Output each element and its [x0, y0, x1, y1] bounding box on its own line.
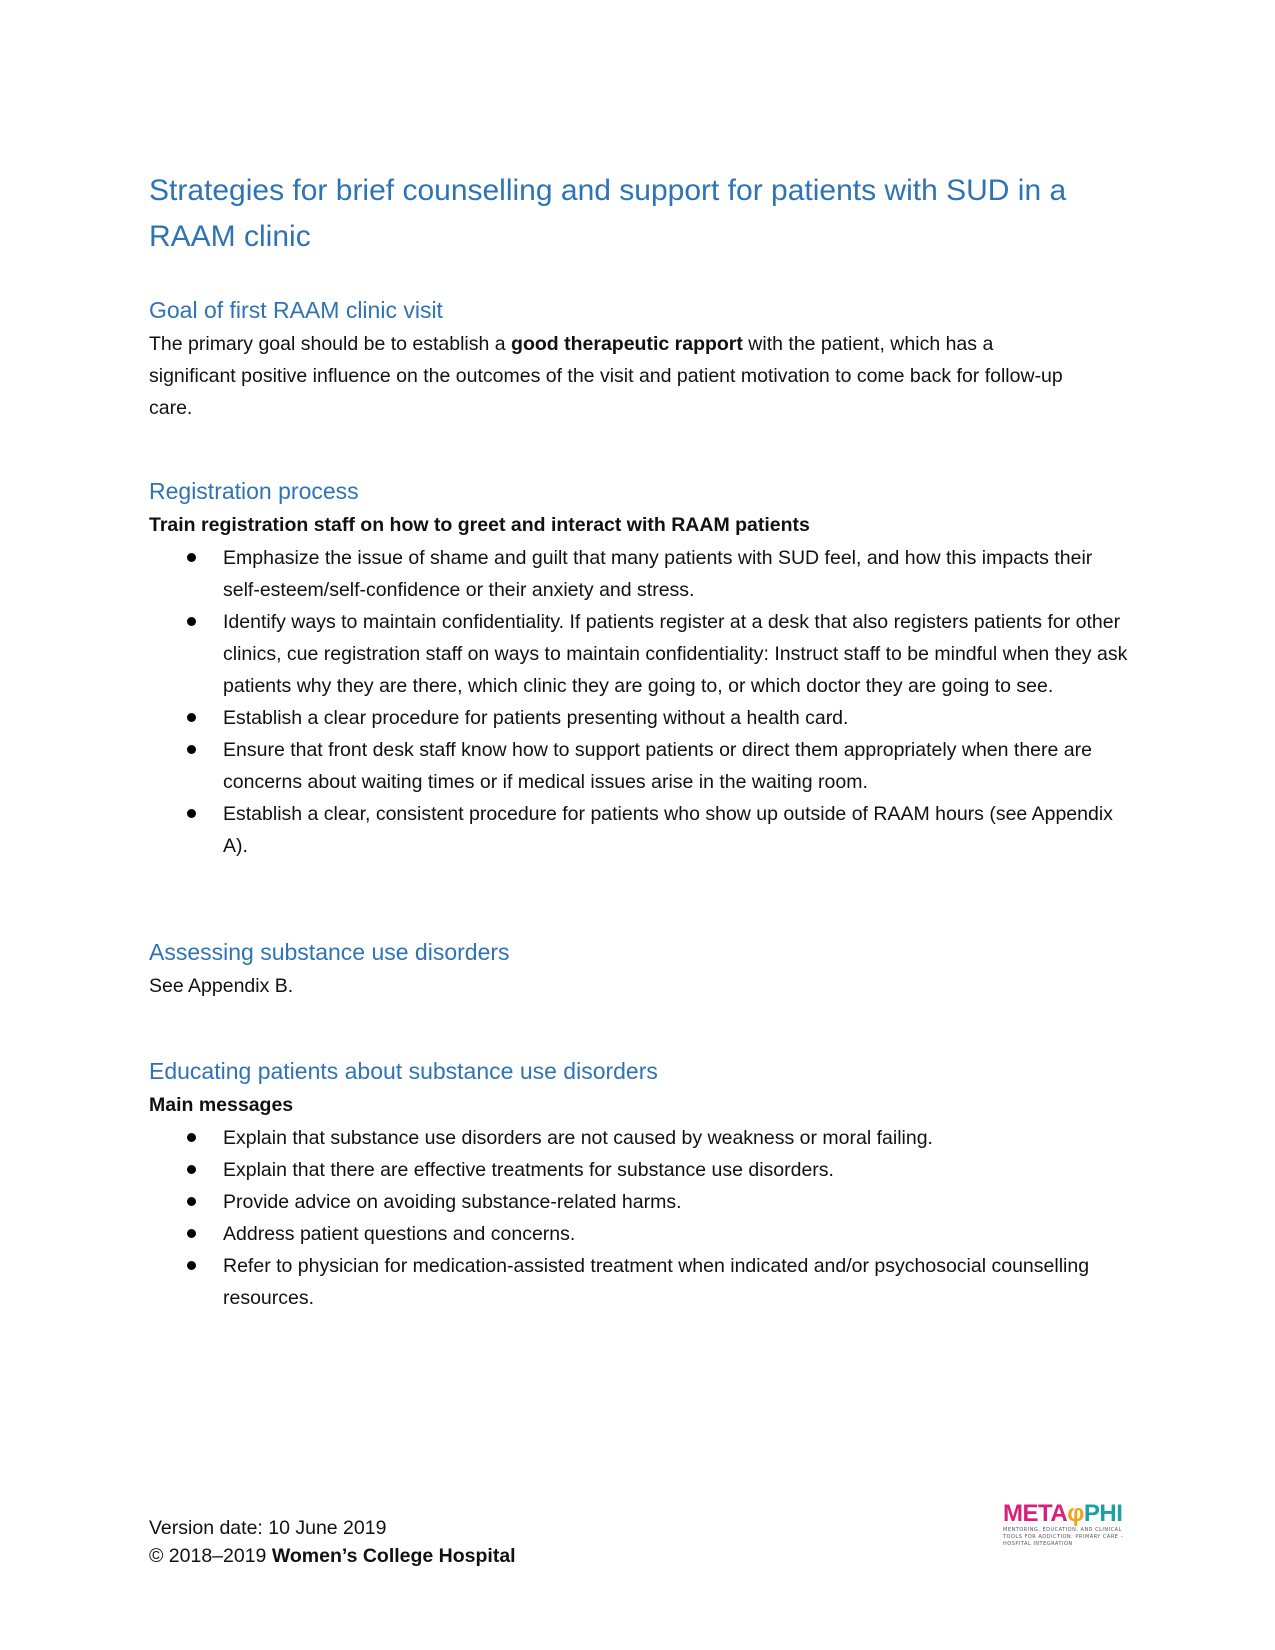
list-item: [149, 1154, 1129, 1186]
goal-text-before: The primary goal should be to establish a: [149, 333, 512, 355]
educating-bullet-list: [149, 1122, 1129, 1314]
list-item: [149, 702, 1129, 734]
metaphi-logo: [1003, 1501, 1127, 1549]
registration-subheading: Train registration staff on how to greet and interact with RAAM patients: [149, 514, 810, 536]
logo-word-meta: META: [1003, 1500, 1068, 1527]
logo-word-phi: PHI: [1083, 1500, 1123, 1527]
list-item-text: Ensure that front desk staff know how to support patients or direct them appropriately when there are concerns about waiting times or if medical issues arise in the waiting room.: [223, 739, 1092, 793]
list-item: [149, 606, 1129, 702]
goal-text-bold: good therapeutic rapport: [511, 333, 743, 355]
list-item-text: Explain that substance use disorders are not caused by weakness or moral failing.: [223, 1127, 933, 1149]
bullet-icon: [187, 1133, 196, 1142]
bullet-icon: [187, 1261, 196, 1270]
list-item: [149, 734, 1129, 798]
list-item: [149, 1122, 1129, 1154]
section-heading-assessing: Assessing substance use disorders: [149, 939, 510, 965]
page-footer: [149, 1514, 516, 1570]
bullet-icon: [187, 1197, 196, 1206]
bullet-icon: [187, 745, 196, 754]
list-item: [149, 1186, 1129, 1218]
section-heading-registration: Registration process: [149, 478, 359, 504]
section-heading-goal: Goal of first RAAM clinic visit: [149, 297, 443, 323]
list-item-text: Explain that there are effective treatments for substance use disorders.: [223, 1159, 834, 1181]
list-item: [149, 542, 1129, 606]
logo-tagline: MENTORING, EDUCATION, AND CLINICAL TOOLS FOR ADDICTION: PRIMARY CARE – HOSPITAL INTEGRATION: [1003, 1527, 1124, 1547]
logo-phi-icon: φ: [1067, 1500, 1084, 1527]
bullet-icon: [187, 809, 196, 818]
bullet-icon: [187, 713, 196, 722]
list-item-text: Emphasize the issue of shame and guilt that many patients with SUD feel, and how this impacts their self-esteem/self-confidence or their anxiety and stress.: [223, 547, 1093, 601]
version-date: Version date: 10 June 2019: [149, 1517, 387, 1539]
list-item: [149, 1218, 1129, 1250]
list-item-text: Provide advice on avoiding substance-related harms.: [223, 1191, 682, 1213]
list-item-text: Establish a clear procedure for patients presenting without a health card.: [223, 707, 849, 729]
list-item-text: Establish a clear, consistent procedure for patients who show up outside of RAAM hours (see Appendix A).: [223, 803, 1113, 857]
section-heading-educating: Educating patients about substance use disorders: [149, 1058, 658, 1084]
list-item-text: Address patient questions and concerns.: [223, 1223, 576, 1245]
goal-text-after: with the patient, which has a significant positive influence on the outcomes of the visit and patient motivation to come back for follow-up care.: [149, 333, 1063, 419]
list-item: [149, 1250, 1129, 1314]
assessing-text: See Appendix B.: [149, 975, 294, 997]
logo-wordmark: [1003, 1501, 1127, 1527]
document-title: Strategies for brief counselling and support for patients with SUD in a RAAM clinic: [149, 174, 1067, 253]
copyright-prefix: © 2018–2019: [149, 1545, 272, 1567]
goal-paragraph: [149, 328, 1079, 424]
bullet-icon: [187, 1229, 196, 1238]
list-item-text: Identify ways to maintain confidentiality. If patients register at a desk that also registers patients for other clinics, cue registration staff on ways to maintain confidentiality: Instruct staff to be mindful when they ask patients why they are there, which clinic they are going to, or which doctor they are going to see.: [223, 611, 1128, 697]
bullet-icon: [187, 1165, 196, 1174]
bullet-icon: [187, 617, 196, 626]
copyright-org: Women’s College Hospital: [271, 1545, 516, 1567]
copyright-line: [149, 1542, 516, 1570]
list-item: [149, 798, 1129, 862]
bullet-icon: [187, 553, 196, 562]
educating-subheading: Main messages: [149, 1094, 294, 1116]
registration-bullet-list: [149, 542, 1129, 862]
list-item-text: Refer to physician for medication-assisted treatment when indicated and/or psychosocial counselling resources.: [223, 1255, 1090, 1309]
